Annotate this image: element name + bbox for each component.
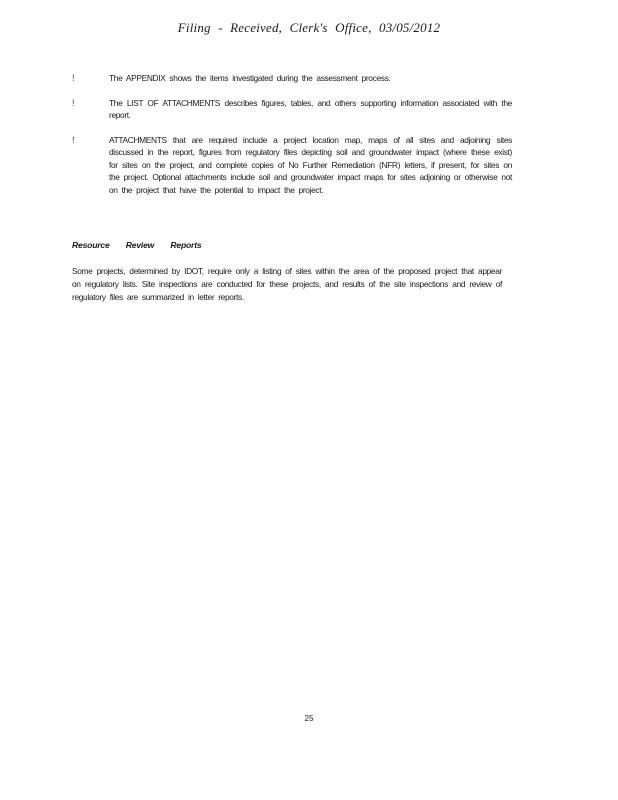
bullet-marker: ! [72,73,75,83]
page-number: 25 [304,714,314,723]
bullet-text: The LIST OF ATTACHMENTS describes figures, tables, and others supporting information associated with the report. [109,97,512,120]
bullet-item-attachments [72,134,512,197]
section-heading: Resource Review Reports [72,240,202,250]
bullet-marker: ! [72,97,75,108]
section-paragraph: Some projects, determined by IDOT, require only a listing of sites within the area of the proposed project that appear on regulatory lists. Site inspections are conducted for these projects, and results of the site inspections and review of regulatory files are summarized in letter reports. [72,266,502,302]
bullet-item-appendix [72,72,512,85]
bullet-marker: ! [72,134,75,145]
bullet-text: The APPENDIX shows the items investigated during the assessment process. [109,73,391,83]
filing-header: Filing - Received, Clerk's Office, 03/05/2012 [177,20,441,35]
bullet-list [72,72,512,208]
bullet-text: ATTACHMENTS that are required include a project location map, maps of all sites and adjoining sites discussed in the report, figures from regulatory files depicting soil and groundwater impact (where these exist) for sites on the project, and complete copies of No Further Remediation (NFR) letters, if present, for sites on the project. Optional attachments include soil and groundwater impact maps for sites adjoining or otherwise not on the project that have the potential to impact the project. [109,134,512,195]
bullet-item-list-of-attachments [72,97,512,122]
